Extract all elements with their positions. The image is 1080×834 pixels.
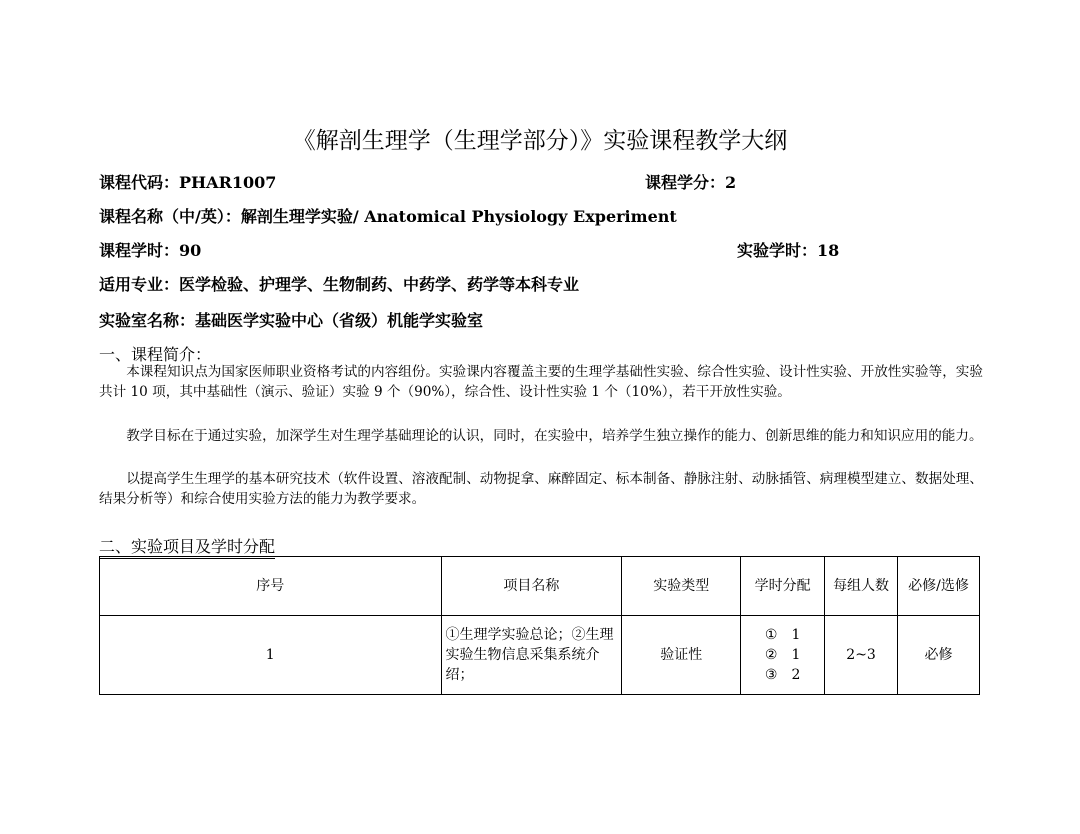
cell-number: 1 xyxy=(100,616,442,695)
intro-paragraph-2: 教学目标在于通过实验，加深学生对生理学基础理论的认识，同时，在实验中，培养学生独立操作的能力、创新思维的能力和知识应用的能力。 xyxy=(126,428,983,444)
course-name: 课程名称（中/英）：解剖生理学实验/ Anatomical Physiology Experiment xyxy=(99,207,677,226)
experiment-table xyxy=(99,556,980,695)
applicable-majors: 适用专业：医学检验、护理学、生物制药、中药学、药学等本科专业 xyxy=(99,275,580,294)
intro-paragraph-1: 本课程知识点为国家医师职业资格考试的内容组份。实验课内容覆盖主要的生理学基础性实验、综合性实验、设计性实验、开放性实验等，实验共计 10 项，其中基础性（演示、验证）实验 9 个（90%），综合性、设计性实验 1 个（10%），若干开放性实验。 xyxy=(99,364,983,400)
lab-name: 实验室名称：基础医学实验中心（省级）机能学实验室 xyxy=(99,311,484,330)
col-header-hours: 学时分配 xyxy=(741,557,825,616)
table-row xyxy=(100,616,980,695)
col-header-project: 项目名称 xyxy=(441,557,622,616)
cell-people: 2~3 xyxy=(825,616,898,695)
table-header-row xyxy=(100,557,980,616)
intro-paragraph-3: 以提高学生生理学的基本研究技术（软件设置、溶液配制、动物捉拿、麻醉固定、标本制备、静脉注射、动脉插管、病理模型建立、数据处理、结果分析等）和综合使用实验方法的能力为教学要求。 xyxy=(99,471,983,507)
col-header-number: 序号 xyxy=(100,557,442,616)
cell-type: 验证性 xyxy=(622,616,741,695)
cell-project-name: ①生理学实验总论；②生理实验生物信息采集系统介绍； xyxy=(441,616,622,695)
hours-item: ③ 2 xyxy=(764,667,801,683)
course-code: 课程代码：PHAR1007 xyxy=(99,173,277,192)
hours-item: ② 1 xyxy=(764,647,801,663)
section-2-heading: 二、实验项目及学时分配 xyxy=(99,534,275,559)
page-title: 《解剖生理学（生理学部分）》实验课程教学大纲 xyxy=(292,128,788,154)
cell-hours xyxy=(741,616,825,695)
hours-item: ① 1 xyxy=(764,627,801,643)
lab-hours: 实验学时：18 xyxy=(737,241,840,260)
col-header-people: 每组人数 xyxy=(825,557,898,616)
course-credit: 课程学分：2 xyxy=(645,173,737,192)
section-1-heading: 一、课程简介： xyxy=(99,345,212,364)
col-header-required: 必修/选修 xyxy=(898,557,980,616)
course-hours: 课程学时：90 xyxy=(99,241,202,260)
col-header-type: 实验类型 xyxy=(622,557,741,616)
cell-required: 必修 xyxy=(898,616,980,695)
